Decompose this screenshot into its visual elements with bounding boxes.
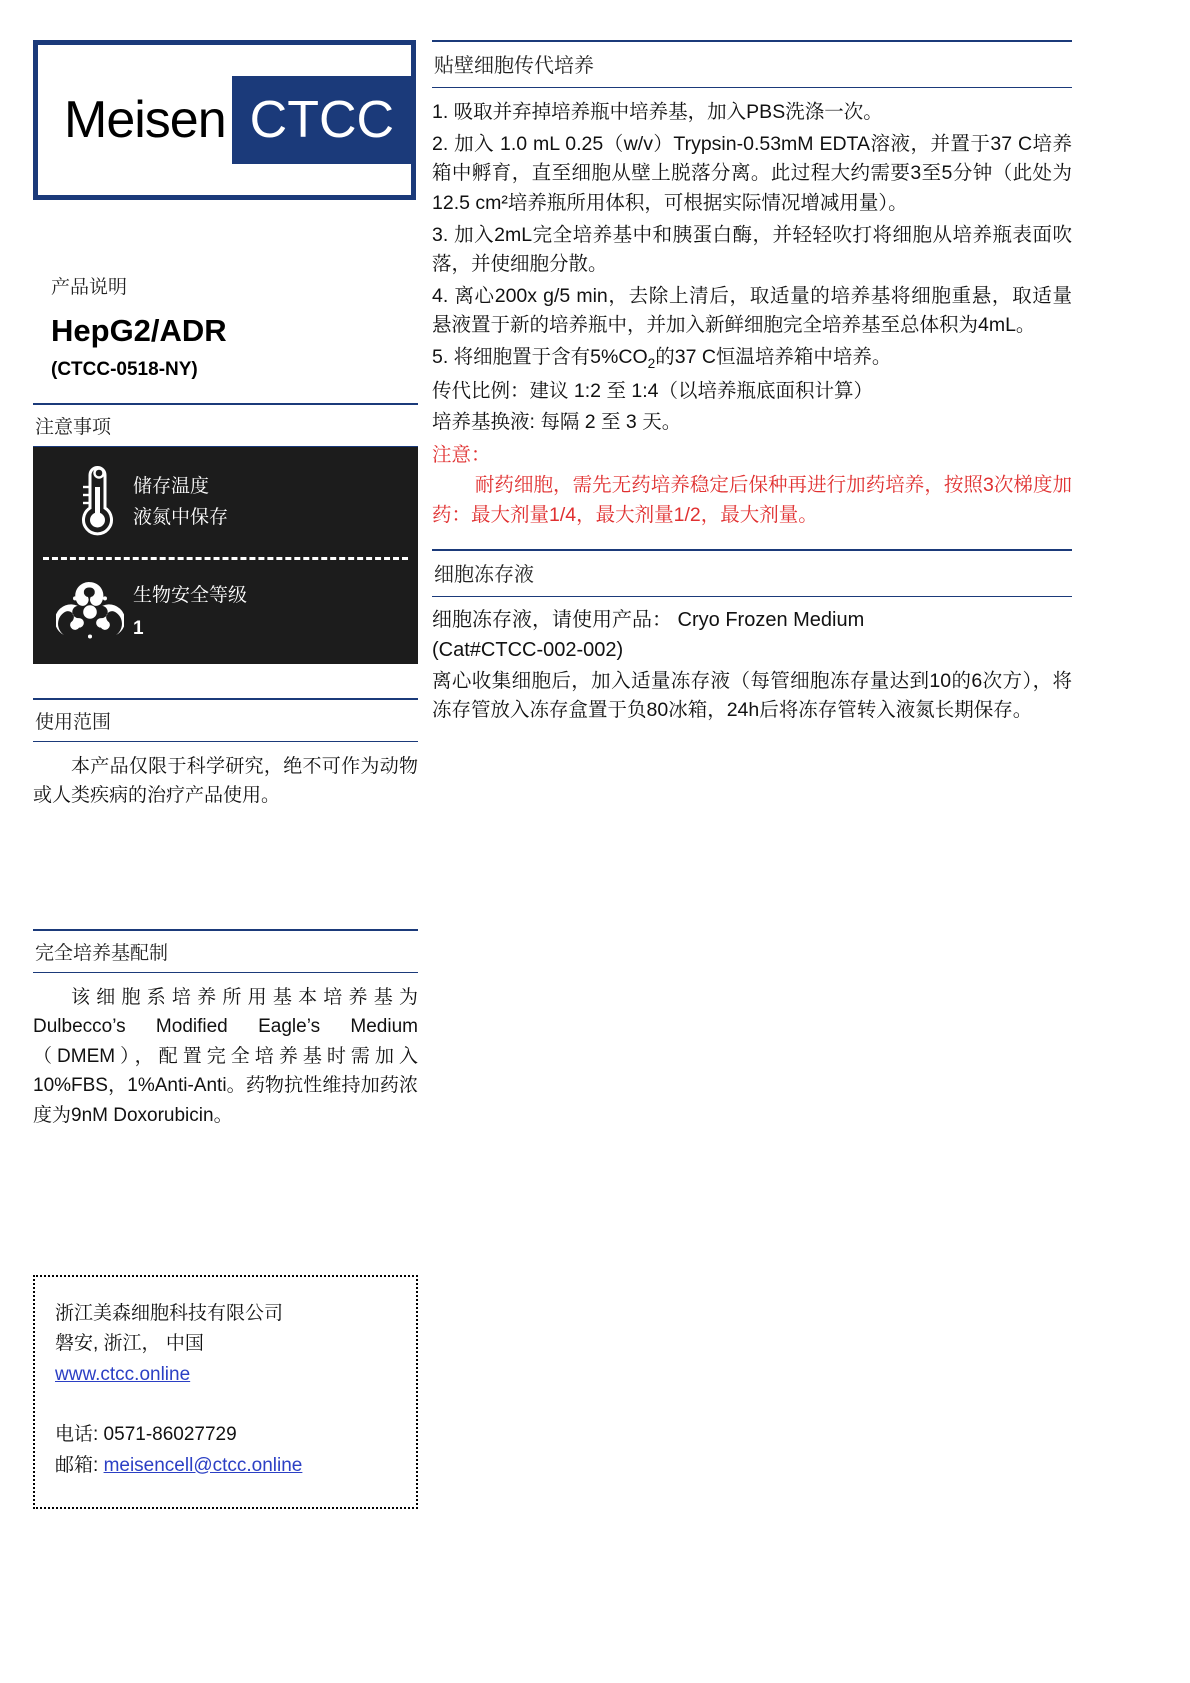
thermometer-icon [47,465,133,539]
storage-title: 储存温度 [133,475,210,497]
step5-subscript: 2 [647,355,656,371]
company-email-label: 邮箱: [55,1454,104,1476]
medium-text: 该细胞系培养所用基本培养基为 Dulbecco’s Modified Eagle’s Medium（DMEM），配置完全培养基时需加入10%FBS，1%Anti-Anti。药物抗性维持加药浓度为9nM Doxorubicin。 [33,986,418,1126]
biosafety-text [133,580,247,645]
storage-value: 液氮中保存 [133,507,229,528]
cryo-procedure-text: 离心收集细胞后，加入适量冻存液（每管细胞冻存量达到10的6次方），将冻存管放入冻存盒置于负80冰箱，24h后将冻存管转入液氮长期保存。 [432,669,1072,722]
biosafety-title: 生物安全等级 [133,584,248,606]
company-address: 磐安, 浙江， 中国 [55,1333,204,1355]
medium-change-frequency: 培养基换液: 每隔 2 至 3 天。 [432,411,682,434]
company-phone: 电话: 0571-86027729 [55,1424,237,1446]
medium-heading: 完全培养基配制 [35,942,169,964]
subculture-step: 3. 加入2mL完全培养基中和胰蛋白酶，并轻轻吹打将细胞从培养瓶表面吹落，并使细胞分散。 [432,223,1072,276]
usage-heading: 使用范围 [35,712,112,733]
storage-row [33,447,418,557]
usage-text: 本产品仅限于科学研究，绝不可作为动物或人类疾病的治疗产品使用。 [33,756,418,807]
company-website-link[interactable]: www.ctcc.online [55,1363,191,1385]
subculture-step: 4. 离心200x g/5 min，去除上清后，取适量的培养基将细胞重悬，取适量悬液置于新的培养瓶中，并加入新鲜细胞完全培养基至总体积为4mL。 [432,284,1072,337]
subculture-step: 1. 吸取并弃掉培养瓶中培养基，加入PBS洗涤一次。 [432,101,883,123]
company-email-link[interactable]: meisencell@ctcc.online [103,1454,303,1476]
left-column [33,40,418,1130]
precautions-card [33,447,418,664]
subculture-ratio: 传代比例：建议 1:2 至 1:4（以培养瓶底面积计算） [432,379,873,402]
company-footer [33,1275,418,1509]
warning-label: 注意： [432,443,491,466]
company-name: 浙江美森细胞科技有限公司 [55,1303,284,1324]
warning-text: 耐药细胞，需先无药培养稳定后保种再进行加药培养，按照3次梯度加药：最大剂量1/4，最大剂量1/2，最大剂量。 [432,474,1072,527]
cryo-product-line: 细胞冻存液，请使用产品： Cryo Frozen Medium [432,608,865,631]
company-email-row [55,1451,396,1481]
subculture-step-5 [432,343,1072,375]
logo-word-meisen: Meisen [64,91,226,149]
subculture-step: 2. 加入 1.0 mL 0.25（w/v）Trypsin-0.53mM EDTA溶液，并置于37 C培养箱中孵育，直至细胞从壁上脱落分离。此过程大约需要3至5分钟（此处为12.5 cm²培养瓶所用体积，可根据实际情况增减用量）。 [432,132,1072,214]
brand-logo [33,40,416,200]
biosafety-row [33,560,418,664]
page-title: HepG2/ADR [51,313,227,348]
subculture-heading: 贴壁细胞传代培养 [434,55,594,77]
product-label: 产品说明 [51,277,128,298]
step5-pre: 5. 将细胞置于含有5%CO [432,346,648,368]
product-catalog-number: (CTCC-0518-NY) [51,359,198,380]
logo-word-ctcc: CTCC [232,76,412,164]
cryo-catalog-number: (Cat#CTCC-002-002) [432,638,624,661]
storage-text [133,471,228,534]
biohazard-icon [47,578,133,646]
step5-post: 的37 C恒温培养箱中培养。 [655,346,892,368]
biosafety-level-value: 1 [133,618,144,639]
cryo-heading: 细胞冻存液 [434,563,534,586]
right-column [432,40,1072,728]
precautions-heading: 注意事项 [35,417,112,438]
